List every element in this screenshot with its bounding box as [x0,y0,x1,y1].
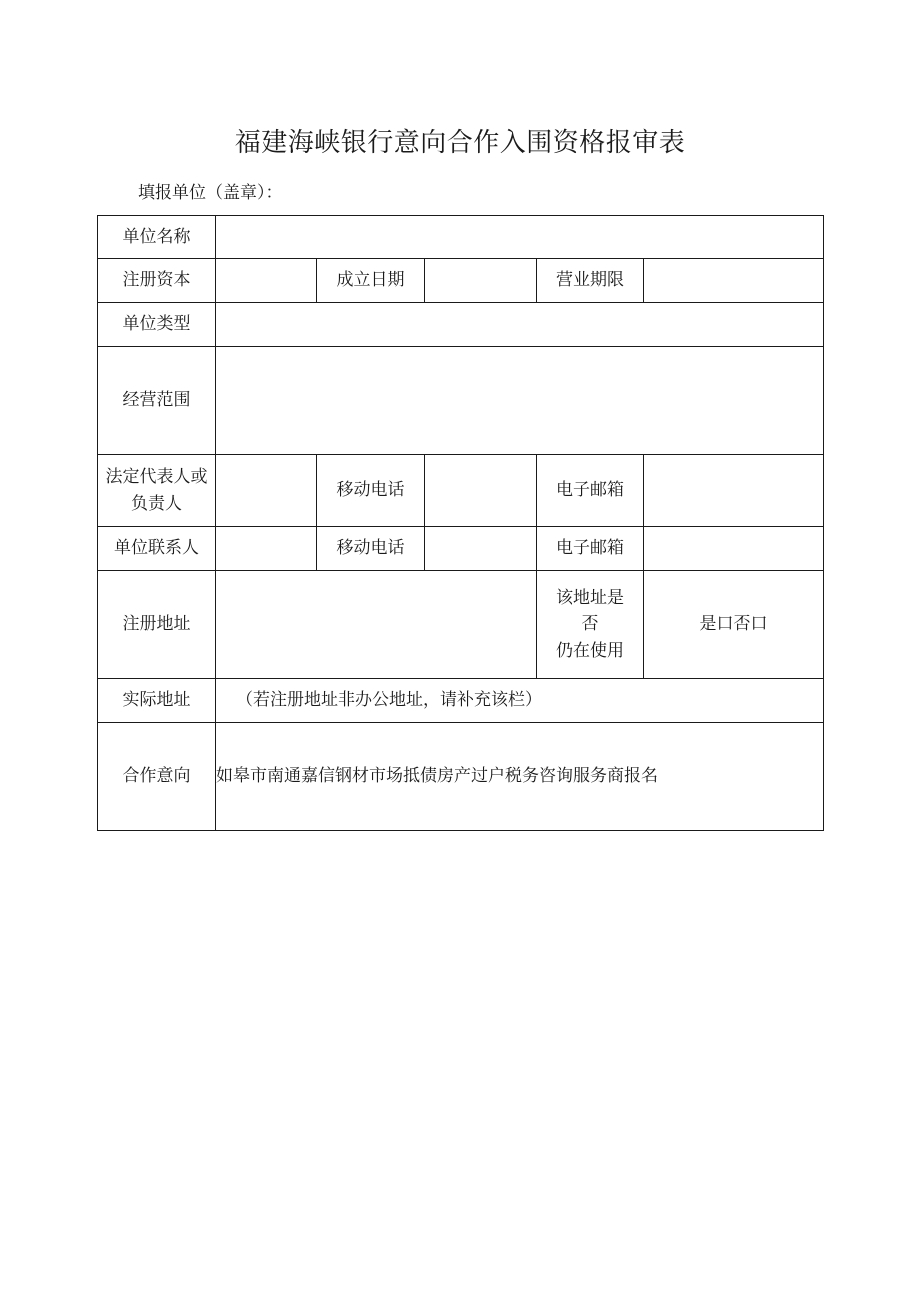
address-in-use-options[interactable]: 是口否口 [644,571,824,679]
fill-unit-label: 填报单位（盖章）： [138,183,283,203]
registered-capital-label: 注册资本 [98,259,216,303]
address-in-use-line1: 该地址是 [556,587,624,608]
registered-address-field[interactable] [216,571,537,679]
legal-rep-mobile-label: 移动电话 [317,455,425,527]
address-in-use-line2: 否 [581,614,599,635]
unit-contact-label: 单位联系人 [98,527,216,571]
unit-type-field[interactable] [216,303,824,347]
unit-type-label: 单位类型 [98,303,216,347]
qualification-form-table [97,215,824,831]
legal-rep-label [98,455,216,527]
legal-rep-email-label: 电子邮箱 [537,455,644,527]
legal-rep-label-line2: 负责人 [131,493,182,514]
address-in-use-label [537,571,644,679]
unit-contact-field[interactable] [216,527,317,571]
business-scope-field[interactable] [216,347,824,455]
page-title: 福建海峡银行意向合作入围资格报审表 [234,128,686,158]
row-registered-address [98,571,824,679]
legal-rep-mobile-field[interactable] [425,455,537,527]
registered-address-label: 注册地址 [98,571,216,679]
contact-mobile-label: 移动电话 [317,527,425,571]
business-scope-label: 经营范围 [98,347,216,455]
unit-name-field[interactable] [216,216,824,259]
actual-address-note[interactable]: （若注册地址非办公地址，请补充该栏） [216,679,824,723]
established-date-field[interactable] [425,259,537,303]
row-actual-address [98,679,824,723]
row-legal-representative [98,455,824,527]
actual-address-label: 实际地址 [98,679,216,723]
contact-email-label: 电子邮箱 [537,527,644,571]
unit-name-label: 单位名称 [98,216,216,259]
row-capital-date-term [98,259,824,303]
legal-rep-label-line1: 法定代表人或 [105,467,208,488]
cooperation-intent-label: 合作意向 [98,723,216,831]
established-date-label: 成立日期 [317,259,425,303]
registered-capital-field[interactable] [216,259,317,303]
row-unit-name [98,216,824,259]
legal-rep-field[interactable] [216,455,317,527]
contact-mobile-field[interactable] [425,527,537,571]
row-unit-contact [98,527,824,571]
cooperation-intent-value[interactable]: 如皋市南通嘉信钢材市场抵债房产过户税务咨询服务商报名 [216,723,824,831]
row-business-scope [98,347,824,455]
address-in-use-line3: 仍在使用 [556,640,624,661]
business-term-field[interactable] [644,259,824,303]
contact-email-field[interactable] [644,527,824,571]
row-cooperation-intent [98,723,824,831]
legal-rep-email-field[interactable] [644,455,824,527]
row-unit-type [98,303,824,347]
business-term-label: 营业期限 [537,259,644,303]
